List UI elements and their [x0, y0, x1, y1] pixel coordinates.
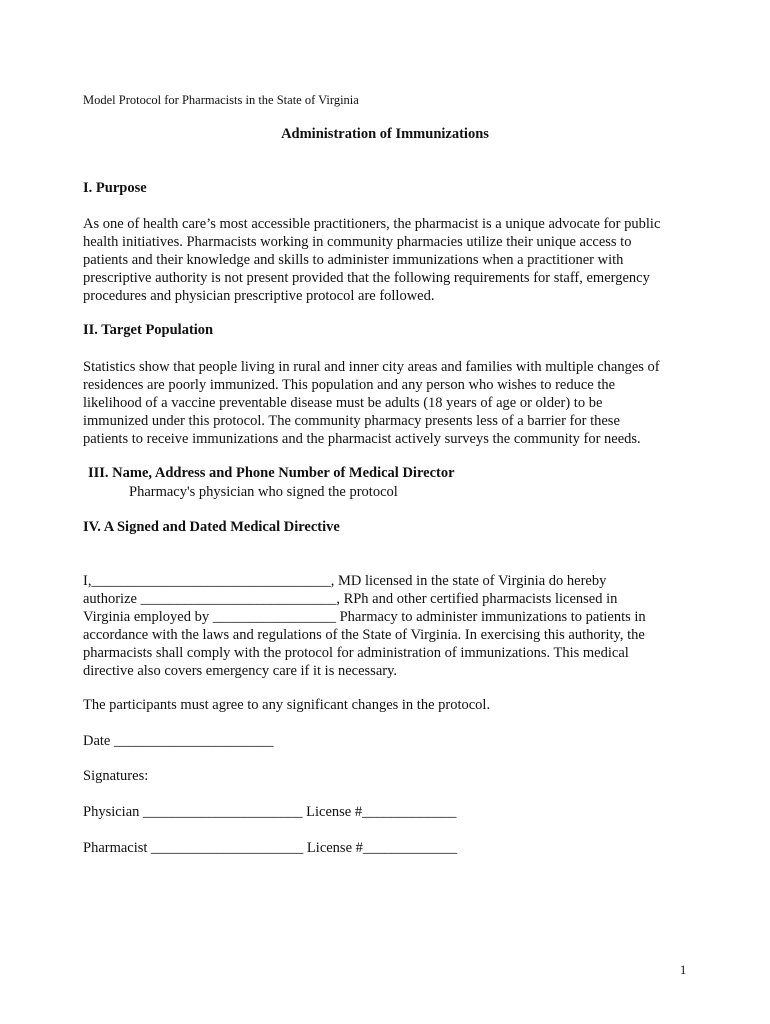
document-title: Administration of Immunizations — [281, 126, 489, 142]
target-line: immunized under this protocol. The community pharmacy presents less of a barrier for these — [83, 413, 620, 429]
purpose-line: health initiatives. Pharmacists working in community pharmacies utilize their unique access to — [83, 234, 632, 250]
directive-line: Virginia employed by _________________ Pharmacy to administer immunizations to patients in — [83, 609, 646, 625]
target-population-paragraph — [83, 358, 693, 448]
purpose-line: As one of health care’s most accessible practitioners, the pharmacist is a unique advocate for public — [83, 216, 661, 232]
running-header: Model Protocol for Pharmacists in the State of Virginia — [83, 93, 359, 107]
purpose-heading: I. Purpose — [83, 180, 147, 196]
medical-directive-paragraph — [83, 572, 693, 680]
purpose-line: prescriptive authority is not present provided that the following requirements for staff, emergency — [83, 270, 650, 286]
target-line: likelihood of a vaccine preventable disease must be adults (18 years of age or older) to be — [83, 395, 603, 411]
signatures-label: Signatures: — [83, 768, 149, 784]
physician-signature-line: Physician ______________________ License #_____________ — [83, 804, 457, 820]
target-line: Statistics show that people living in rural and inner city areas and families with multiple changes of — [83, 359, 660, 375]
medical-director-heading: III. Name, Address and Phone Number of Medical Director — [88, 465, 455, 481]
medical-directive-heading: IV. A Signed and Dated Medical Directive — [83, 519, 340, 535]
directive-line: pharmacists shall comply with the protocol for administration of immunizations. This medical — [83, 645, 629, 661]
directive-line: accordance with the laws and regulations of the State of Virginia. In exercising this authority, the — [83, 627, 645, 643]
agreement-statement: The participants must agree to any significant changes in the protocol. — [83, 697, 491, 713]
target-line: patients to receive immunizations and the pharmacist actively surveys the community for needs. — [83, 431, 641, 447]
purpose-line: procedures and physician prescriptive protocol are followed. — [83, 288, 435, 304]
directive-line: I,_________________________________, MD licensed in the state of Virginia do hereby — [83, 573, 607, 589]
purpose-paragraph — [83, 215, 693, 305]
medical-director-subtext: Pharmacy's physician who signed the protocol — [129, 484, 398, 500]
directive-line: authorize ___________________________, RPh and other certified pharmacists licensed in — [83, 591, 618, 607]
pharmacist-signature-line: Pharmacist _____________________ License #_____________ — [83, 840, 458, 856]
purpose-line: patients and their knowledge and skills to administer immunizations when a practitioner with — [83, 252, 624, 268]
date-field: Date ______________________ — [83, 733, 274, 749]
target-population-heading: II. Target Population — [83, 322, 214, 338]
directive-line: directive also covers emergency care if it is necessary. — [83, 663, 398, 679]
page-number: 1 — [680, 963, 687, 977]
target-line: residences are poorly immunized. This population and any person who wishes to reduce the — [83, 377, 616, 393]
